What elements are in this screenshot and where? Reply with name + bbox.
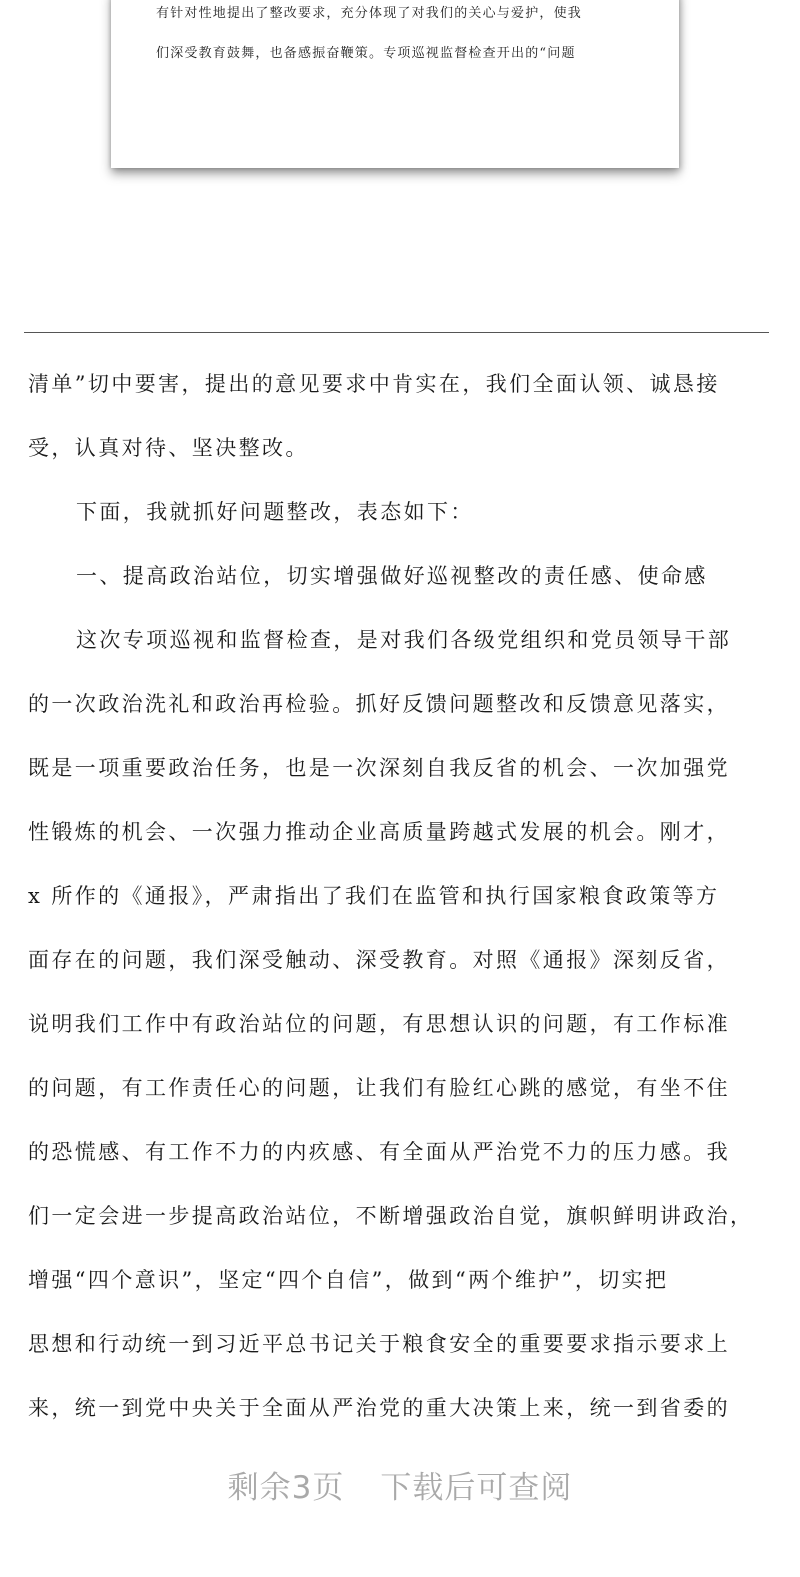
download-to-view-text: 下载后可查阅	[380, 1470, 573, 1506]
text-line: 来，统一到党中央关于全面从严治党的重大决策上来，统一到省委的	[28, 1396, 730, 1420]
text-line: 清单”切中要害，提出的意见要求中肯实在，我们全面认领、诚恳接	[28, 372, 720, 396]
text-line: 的问题，有工作责任心的问题，让我们有脸红心跳的感觉，有坐不住	[28, 1076, 730, 1100]
text-line: 们一定会进一步提高政治站位，不断增强政治自觉，旗帜鲜明讲政治，	[28, 1204, 754, 1228]
text-line: 的恐慌感、有工作不力的内疚感、有全面从严治党不力的压力感。我	[28, 1140, 730, 1164]
text-line: 说明我们工作中有政治站位的问题，有思想认识的问题，有工作标准	[28, 1012, 730, 1036]
text-line: 性锻炼的机会、一次强力推动企业高质量跨越式发展的机会。刚才，	[28, 820, 730, 844]
download-prompt[interactable]	[0, 1462, 800, 1507]
text-line: x 所作的《通报》，严肃指出了我们在监管和执行国家粮食政策等方	[28, 884, 720, 908]
text-line: 下面，我就抓好问题整改，表态如下：	[76, 500, 474, 524]
remaining-pages-text: 剩余3页	[227, 1470, 345, 1506]
text-line: 思想和行动统一到习近平总书记关于粮食安全的重要要求指示要求上	[28, 1332, 730, 1356]
page-preview-card	[111, 0, 679, 168]
text-line: 既是一项重要政治任务，也是一次深刻自我反省的机会、一次加强党	[28, 756, 730, 780]
preview-text-line: 有针对性地提出了整改要求，充分体现了对我们的关心与爱护，使我	[156, 6, 583, 21]
text-line: 受，认真对待、坚决整改。	[28, 436, 309, 460]
text-line: 的一次政治洗礼和政治再检验。抓好反馈问题整改和反馈意见落实，	[28, 692, 730, 716]
text-line: 增强“四个意识”，坚定“四个自信”，做到“两个维护”，切实把	[28, 1268, 669, 1292]
text-line: 面存在的问题，我们深受触动、深受教育。对照《通报》深刻反省，	[28, 948, 730, 972]
text-line: 这次专项巡视和监督检查，是对我们各级党组织和党员领导干部	[76, 628, 732, 652]
section-heading: 一、提高政治站位，切实增强做好巡视整改的责任感、使命感	[76, 564, 708, 588]
page-divider	[24, 332, 769, 333]
preview-text-line: 们深受教育鼓舞，也备感振奋鞭策。专项巡视监督检查开出的“问题	[156, 46, 576, 61]
